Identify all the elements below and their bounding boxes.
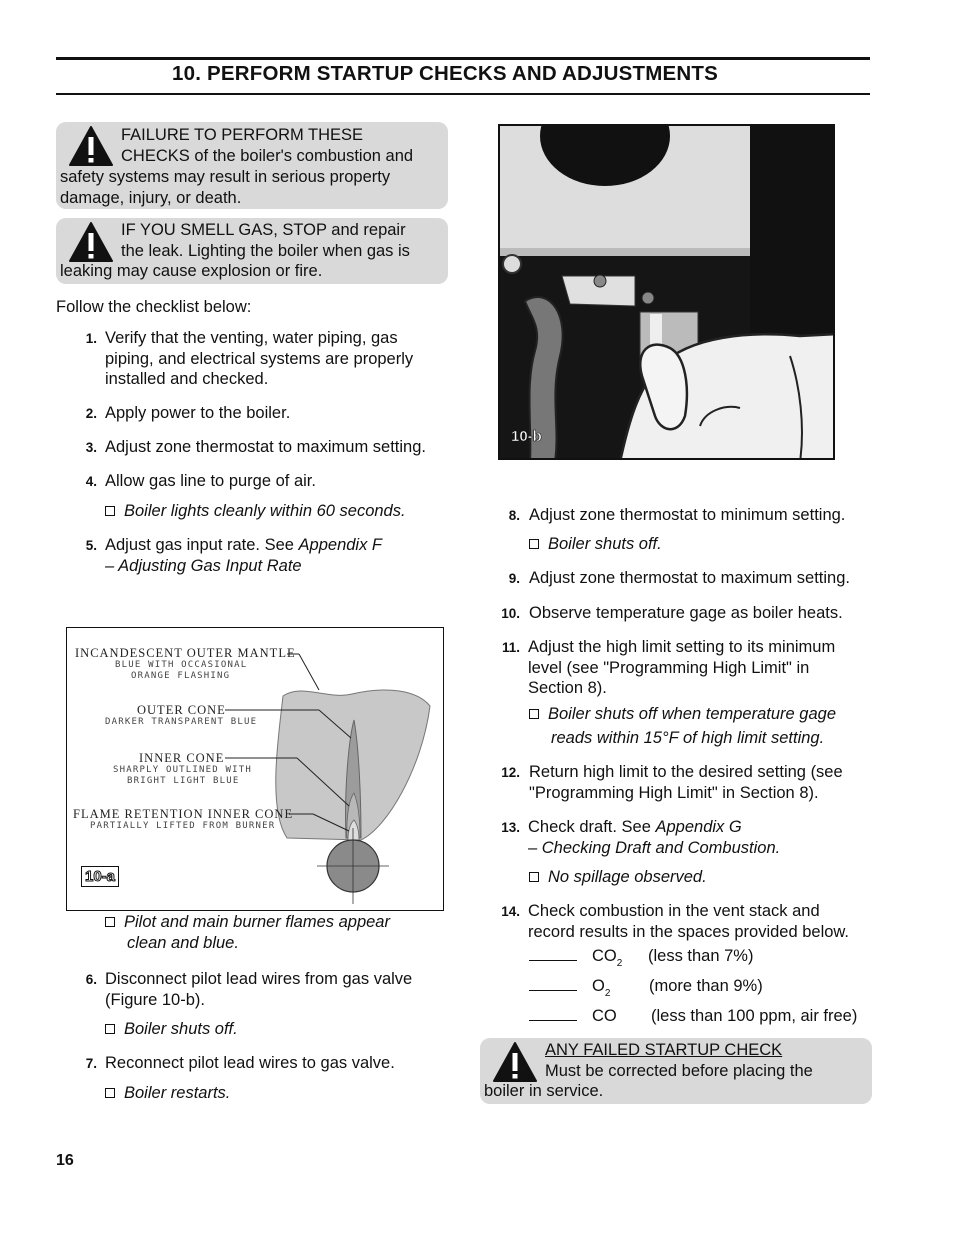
- flame-label-desc: DARKER TRANSPARENT BLUE: [105, 717, 258, 727]
- warning-triangle-icon: [492, 1041, 538, 1083]
- appendix-ref: – Adjusting Gas Input Rate: [105, 556, 302, 575]
- warning-line: FAILURE TO PERFORM THESE: [121, 126, 364, 144]
- warning-line: leaking may cause explosion or fire.: [60, 262, 323, 280]
- figure-tag: 10-b: [511, 428, 542, 445]
- step-text: [529, 762, 843, 803]
- step-number: 13.: [501, 820, 520, 835]
- flame-label-desc: PARTIALLY LIFTED FROM BURNER: [90, 821, 276, 831]
- flame-label-heading: FLAME RETENTION INNER CONE: [73, 807, 294, 821]
- step-number: 8.: [508, 508, 520, 523]
- checklist-item: [529, 865, 707, 889]
- step-text: [105, 328, 413, 390]
- step-text: Apply power to the boiler.: [105, 404, 291, 422]
- check-text: clean and blue.: [127, 934, 239, 952]
- step-number: 4.: [85, 474, 97, 489]
- step-number: 10.: [501, 606, 520, 621]
- combustion-record-row: [529, 977, 763, 999]
- step-number: 2.: [85, 406, 97, 421]
- check-text: Boiler shuts off when temperature gage: [548, 705, 837, 723]
- figure-10b-pilot-wires-photo: [498, 124, 835, 460]
- checkbox-icon: [529, 539, 539, 549]
- flame-label-desc: BRIGHT LIGHT BLUE: [127, 776, 240, 786]
- record-blank[interactable]: [529, 978, 577, 991]
- step-text: Adjust zone thermostat to maximum setting.: [105, 438, 426, 456]
- combustion-record-row: [529, 1007, 858, 1026]
- check-text: Boiler shuts off.: [548, 535, 662, 553]
- step-number: 1.: [85, 331, 97, 346]
- warning-line: damage, injury, or death.: [60, 189, 242, 207]
- step-line: Adjust gas input rate. See: [105, 536, 299, 554]
- warning-line: IF YOU SMELL GAS, STOP and repair: [121, 221, 406, 239]
- flame-label-desc: SHARPLY OUTLINED WITH: [113, 765, 252, 775]
- step-line: record results in the spaces provided below.: [528, 922, 850, 941]
- warning-line: CHECKS of the boiler's combustion and: [121, 147, 414, 165]
- warning-line: boiler in service.: [484, 1082, 604, 1100]
- step-line: installed and checked.: [105, 370, 269, 388]
- step-text: Adjust zone thermostat to maximum setting.: [529, 569, 850, 587]
- step-text: [528, 817, 780, 858]
- step-text: Allow gas line to purge of air.: [105, 472, 316, 490]
- step-text: Adjust zone thermostat to minimum setting.: [529, 506, 846, 524]
- step-line: Section 8).: [528, 679, 607, 697]
- step-text: [528, 901, 849, 942]
- record-blank[interactable]: [529, 948, 577, 961]
- flame-label-heading: INCANDESCENT OUTER MANTLE: [75, 646, 296, 660]
- gas-name: $CO_2$: [592, 947, 623, 969]
- check-text: Boiler restarts.: [124, 1084, 231, 1102]
- check-text: Pilot and main burner flames appear: [124, 913, 390, 931]
- checklist-item: [105, 499, 406, 523]
- step-line: Return high limit to the desired setting (see: [529, 763, 843, 781]
- figure-10a-flame-diagram: [66, 627, 444, 911]
- warning-line: safety systems may result in serious property: [60, 168, 391, 186]
- step-number: 6.: [85, 972, 97, 987]
- warning-line: Must be corrected before placing the: [545, 1062, 813, 1080]
- step-text: [528, 637, 835, 699]
- step-text: [105, 969, 412, 1010]
- checkbox-icon: [529, 709, 539, 719]
- step-line: Check combustion in the vent stack and: [528, 902, 820, 920]
- step-line: level (see "Programming High Limit" in: [528, 658, 810, 677]
- checkbox-icon: [105, 1088, 115, 1098]
- flame-label-desc: ORANGE FLASHING: [131, 671, 231, 681]
- warning-box-failed-check: [480, 1038, 872, 1104]
- flame-label-heading: OUTER CONE: [137, 703, 226, 717]
- step-text: Reconnect pilot lead wires to gas valve.: [105, 1054, 395, 1072]
- figure-tag: 10-a: [81, 866, 119, 887]
- step-text: Observe temperature gage as boiler heats.: [529, 604, 843, 622]
- step-number: 11.: [501, 640, 520, 655]
- section-title: 10. PERFORM STARTUP CHECKS AND ADJUSTMENTS: [172, 62, 719, 85]
- check-text: No spillage observed.: [548, 868, 707, 886]
- step-line: piping, and electrical systems are properly: [105, 349, 414, 368]
- warning-box-gas-leak: [56, 218, 448, 284]
- step-number: 5.: [85, 538, 97, 553]
- page-number: 16: [56, 1152, 74, 1169]
- step-number: 3.: [85, 440, 97, 455]
- step-line: (Figure 10-b).: [105, 990, 205, 1009]
- appendix-ref: Appendix G: [655, 818, 742, 836]
- gas-name: $O_2$: [592, 977, 611, 999]
- checklist-item: [529, 702, 836, 750]
- check-text: Boiler lights cleanly within 60 seconds.: [124, 502, 406, 520]
- step-number: 14.: [501, 904, 520, 919]
- gas-limit: (more than 9%): [649, 977, 763, 995]
- step-text: [105, 535, 382, 576]
- warning-line: ANY FAILED STARTUP CHECK: [545, 1041, 783, 1059]
- step-line: "Programming High Limit" in Section 8).: [529, 783, 819, 802]
- checkbox-icon: [105, 917, 115, 927]
- step-line: Verify that the venting, water piping, gas: [105, 329, 398, 347]
- checklist-item: [105, 1081, 230, 1105]
- checkbox-icon: [105, 1024, 115, 1034]
- gas-limit: (less than 7%): [648, 947, 754, 965]
- flame-label-heading: INNER CONE: [139, 751, 225, 765]
- appendix-ref: – Checking Draft and Combustion.: [528, 838, 781, 857]
- checklist-item: [105, 1017, 238, 1041]
- title-underline: [56, 93, 870, 95]
- appendix-ref: Appendix F: [298, 536, 383, 554]
- record-blank[interactable]: [529, 1008, 577, 1021]
- checklist-item: [529, 532, 662, 556]
- step-line: Disconnect pilot lead wires from gas valve: [105, 970, 413, 988]
- check-text: reads within 15°F of high limit setting.: [551, 729, 825, 747]
- step-number: 9.: [508, 571, 520, 586]
- step-number: 12.: [501, 765, 520, 780]
- warning-box-combustion: [56, 122, 448, 209]
- warning-triangle-icon: [68, 221, 114, 263]
- gas-limit: (less than 100 ppm, air free): [651, 1007, 858, 1025]
- step-line: Adjust the high limit setting to its minimum: [528, 638, 836, 656]
- step-number: 7.: [85, 1056, 97, 1071]
- check-text: Boiler shuts off.: [124, 1020, 238, 1038]
- pilot-wire-photo: [500, 126, 835, 460]
- checkbox-icon: [105, 506, 115, 516]
- top-rule: [56, 57, 870, 60]
- gas-name: CO: [592, 1007, 617, 1025]
- flame-label-desc: BLUE WITH OCCASIONAL: [115, 660, 248, 670]
- combustion-record-row: [529, 947, 754, 969]
- checklist-item: [105, 912, 390, 954]
- step-line: Check draft. See: [528, 818, 656, 836]
- warning-triangle-icon: [68, 125, 114, 167]
- checkbox-icon: [529, 872, 539, 882]
- warning-line: the leak. Lighting the boiler when gas is: [121, 242, 410, 260]
- intro-text: Follow the checklist below:: [56, 298, 252, 316]
